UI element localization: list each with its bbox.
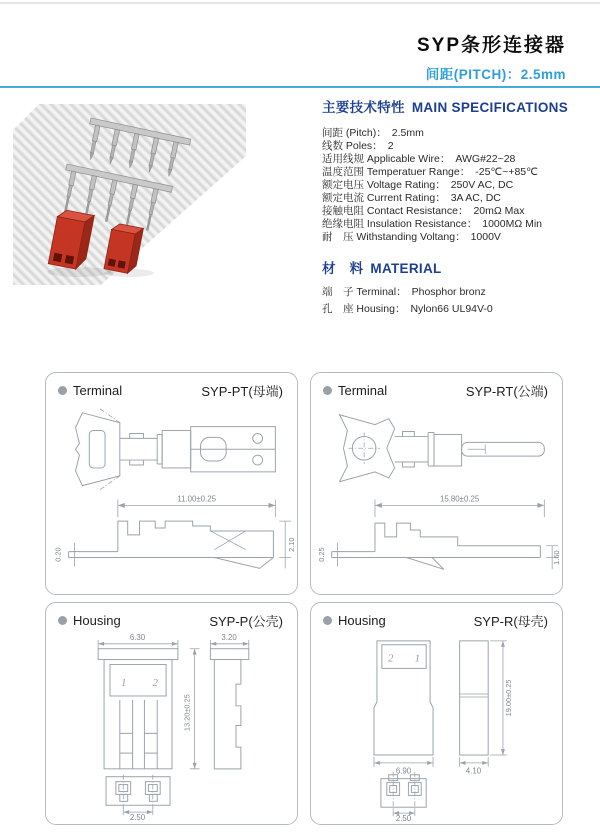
housing-shadow [47,267,111,277]
dim-height: 19.00±0.25 [503,679,513,717]
spec-row: 额定电压 Voltage Rating： 250V AC, DC [322,179,514,191]
dim-length: 11.00±0.25 [177,494,216,504]
page-header [417,30,566,83]
housing-drawing-syp-p [46,631,297,821]
panel-model: SYP-R(母壳) [473,614,548,629]
bullet-icon [323,616,332,625]
dim-depth: 4.10 [465,766,482,776]
dim-width: 6.30 [129,632,146,642]
material-heading-zh: 材 料 [322,261,364,276]
specifications-section [322,96,588,318]
dim-pitch: 2.50 [395,814,412,821]
pin-number: 2 [152,677,158,690]
panel-model: SYP-PT(母端) [201,384,283,399]
pin-number: 1 [414,652,421,665]
terminal-drawing-syp-rt [311,401,562,591]
dim-pitch: 2.50 [129,813,146,821]
dim-tail: 0.20 [53,547,63,562]
bullet-icon [323,386,332,395]
bullet-icon [58,616,67,625]
spec-row: 线数 Poles： 2 [322,140,394,152]
spec-row: 适用线规 Applicable Wire： AWG#22~28 [322,153,516,165]
material-row: 孔 座 Housing： Nylon66 UL94V-0 [322,303,493,315]
header-rule [0,86,600,88]
specifications-heading-zh: 主要技术特性 [322,100,405,115]
top-divider [0,2,600,4]
dim-height: 1.60 [552,550,562,565]
panel-housing-syp-p [45,602,298,825]
pin-number: 1 [121,677,127,690]
specifications-list [322,127,588,244]
panel-category: Housing [323,613,386,628]
specifications-heading-en: MAIN SPECIFICATIONS [411,100,569,115]
panel-housing-syp-r [310,602,563,825]
spec-row: 绝缘电阻 Insulation Resistance： 1000MΩ Min [322,218,543,230]
spec-row: 间距 (Pitch)： 2.5mm [322,127,424,139]
dim-tail: 0.25 [316,547,326,562]
panel-model: SYP-RT(公端) [465,384,548,399]
panel-category: Housing [58,613,121,628]
panel-terminal-syp-rt [310,372,563,595]
product-photo-illustration [13,104,246,285]
material-heading-en: MATERIAL [370,261,442,276]
panel-terminal-syp-pt [45,372,298,595]
dim-depth: 3.20 [221,632,237,642]
panel-model: SYP-P(公壳) [209,614,283,629]
bullet-icon [58,386,67,395]
spec-row: 耐 压 Withstanding Voltang： 1000V [322,231,501,243]
spec-row: 额定电流 Current Rating： 3A AC, DC [322,192,501,204]
spec-row: 温度范围 Temperatuer Range： -25℃~+85℃ [322,166,538,178]
product-photo [13,104,246,285]
pin-number: 2 [388,652,394,665]
dim-width: 6.90 [395,766,412,776]
page-title: SYP条形连接器 [416,35,566,56]
dim-length: 15.80±0.25 [439,494,480,504]
dim-height: 2.10 [287,537,297,552]
specifications-heading [322,96,588,116]
material-list [322,284,588,318]
material-row: 端 子 Terminal： Phosphor bronz [322,286,486,298]
pitch-subtitle: 间距(PITCH)：2.5mm [425,67,566,82]
dim-height: 13.20±0.25 [182,694,192,732]
terminal-drawing-syp-pt [46,401,297,591]
material-heading [322,257,588,277]
panel-category: Terminal [58,383,122,398]
panel-category: Terminal [323,383,387,398]
spec-row: 接触电阻 Contact Resistance： 20mΩ Max [322,205,525,217]
housing-drawing-syp-r [311,631,562,821]
